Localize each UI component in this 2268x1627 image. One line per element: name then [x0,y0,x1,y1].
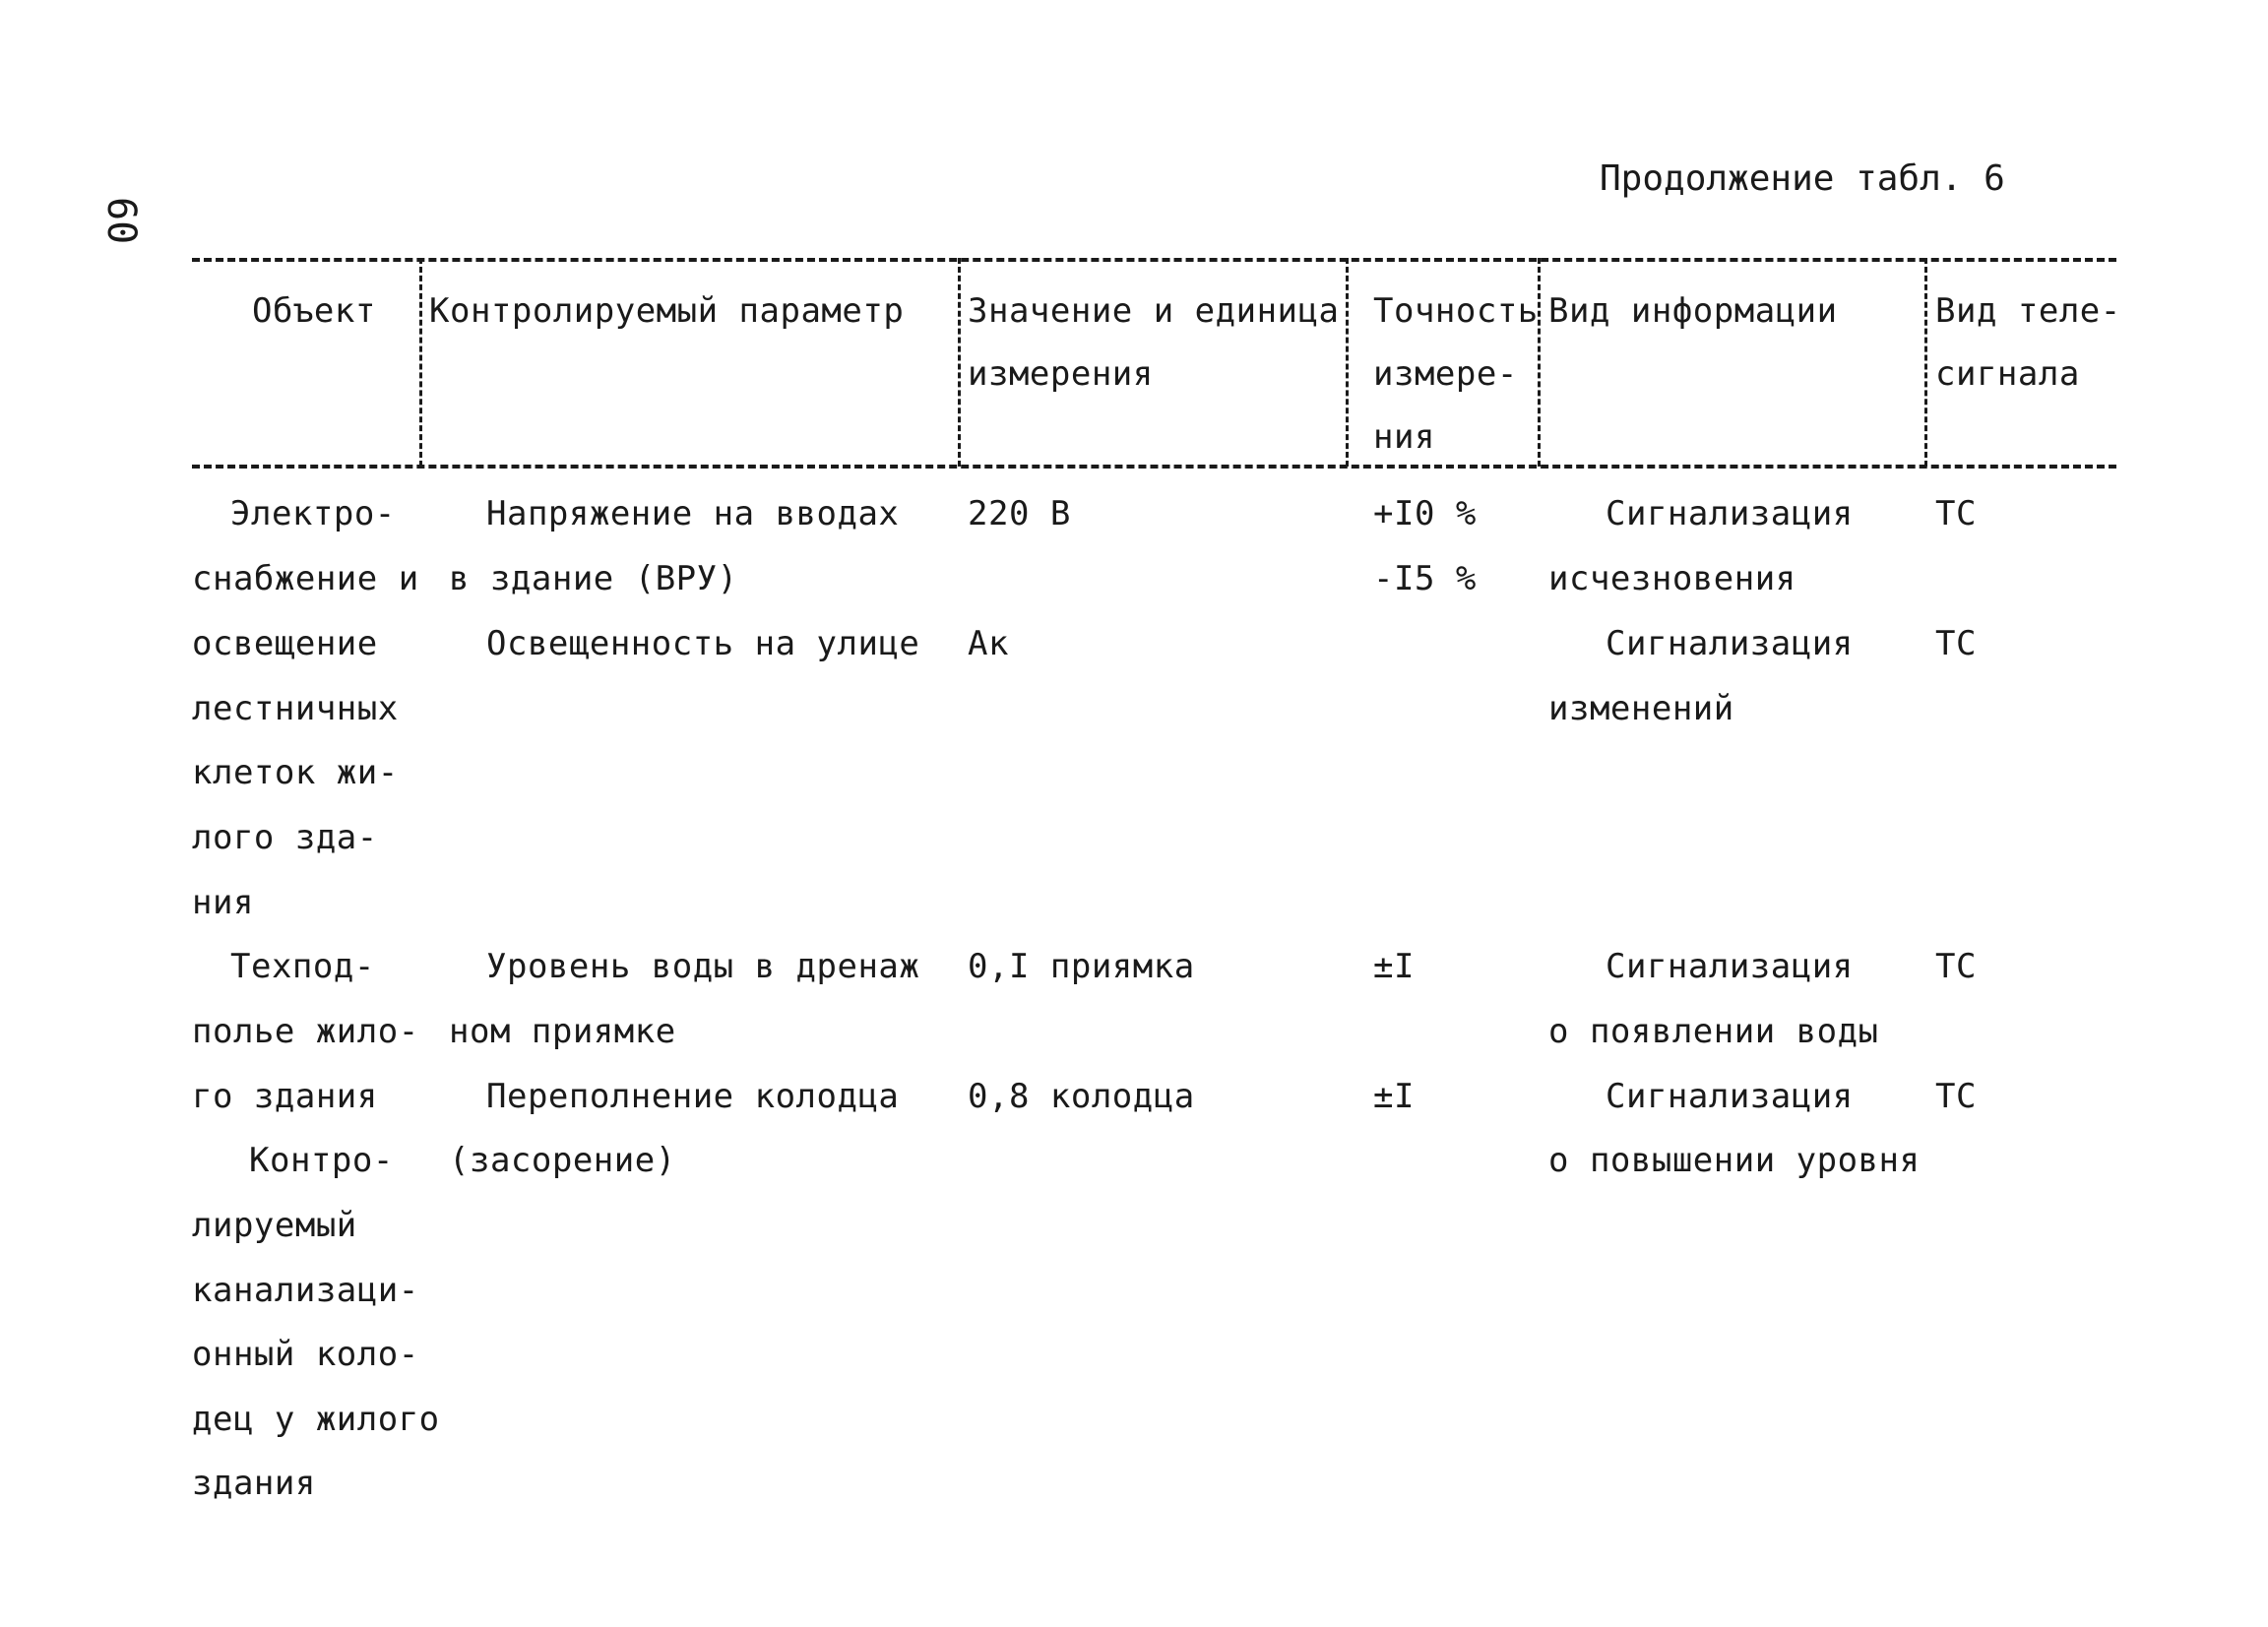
header-info: Вид информации [1548,291,1838,331]
info-1-line-2: исчезновения [1548,559,1796,598]
table-top-rule [192,258,2116,262]
object-1-line-5: клеток жи- [192,753,399,792]
header-signal-line-1: Вид теле- [1935,291,2121,331]
signal-4: ТС [1935,1077,1977,1116]
parameter-2: Освещенность на улице [486,624,920,663]
object-1-line-6: лого зда- [192,818,378,857]
header-accuracy-line-2: измере- [1373,354,1518,394]
object-3-line-3: канализаци- [192,1271,419,1310]
object-1-line-7: ния [192,883,254,922]
header-signal-line-2: сигнала [1935,354,2080,394]
header-parameter: Контролируемый параметр [429,291,905,331]
header-value-line-2: измерения [968,354,1154,394]
column-divider-1 [419,258,422,467]
accuracy-1-line-2: -I5 % [1373,559,1477,598]
accuracy-4: ±I [1373,1077,1415,1116]
parameter-3-line-2: ном приямке [449,1012,676,1051]
header-accuracy-line-3: ния [1373,417,1435,457]
column-divider-2 [958,258,961,467]
object-1-line-2: снабжение и [192,559,419,598]
signal-1: ТС [1935,494,1977,533]
signal-2: ТС [1935,624,1977,663]
info-2-line-2: изменений [1548,689,1734,728]
info-1-line-1: Сигнализация [1606,494,1854,533]
object-1-line-4: лестничных [192,689,399,728]
object-3-line-4: онный коло- [192,1335,419,1374]
object-1-line-1: Электро- [230,494,396,533]
object-3-line-1: Контро- [249,1141,394,1180]
info-4-line-2: о повышении уровня [1548,1141,1921,1180]
info-4-line-1: Сигнализация [1606,1077,1854,1116]
object-2-line-1: Техпод- [230,947,375,986]
object-2-line-2: полье жило- [192,1012,419,1051]
page-number: 60 [98,197,144,245]
value-2: Ак [968,624,1009,663]
parameter-1-line-2: в здание (ВРУ) [449,559,738,598]
accuracy-3: ±I [1373,947,1415,986]
info-2-line-1: Сигнализация [1606,624,1854,663]
value-4: 0,8 колодца [968,1077,1195,1116]
object-2-line-3: го здания [192,1077,378,1116]
header-bottom-rule [192,465,2116,469]
header-object: Объект [252,291,376,331]
parameter-3-line-1: Уровень воды в дренаж [486,947,920,986]
accuracy-1-line-1: +I0 % [1373,494,1477,533]
parameter-1-line-1: Напряжение на вводах [486,494,900,533]
value-3: 0,I приямка [968,947,1195,986]
object-1-line-3: освещение [192,624,378,663]
column-divider-3 [1346,258,1349,467]
table-caption: Продолжение табл. 6 [1600,158,2005,199]
header-value-line-1: Значение и единица [968,291,1340,331]
object-3-line-2: лируемый [192,1206,357,1245]
header-accuracy-line-1: Точность [1373,291,1539,331]
object-3-line-6: здания [192,1464,316,1503]
info-3-line-2: о появлении воды [1548,1012,1879,1051]
parameter-4-line-1: Переполнение колодца [486,1077,900,1116]
column-divider-4 [1538,258,1541,467]
signal-3: ТС [1935,947,1977,986]
object-3-line-5: дец у жилого [192,1400,440,1439]
parameter-4-line-2: (засорение) [449,1141,676,1180]
info-3-line-1: Сигнализация [1606,947,1854,986]
value-1: 220 В [968,494,1071,533]
column-divider-5 [1924,258,1927,467]
